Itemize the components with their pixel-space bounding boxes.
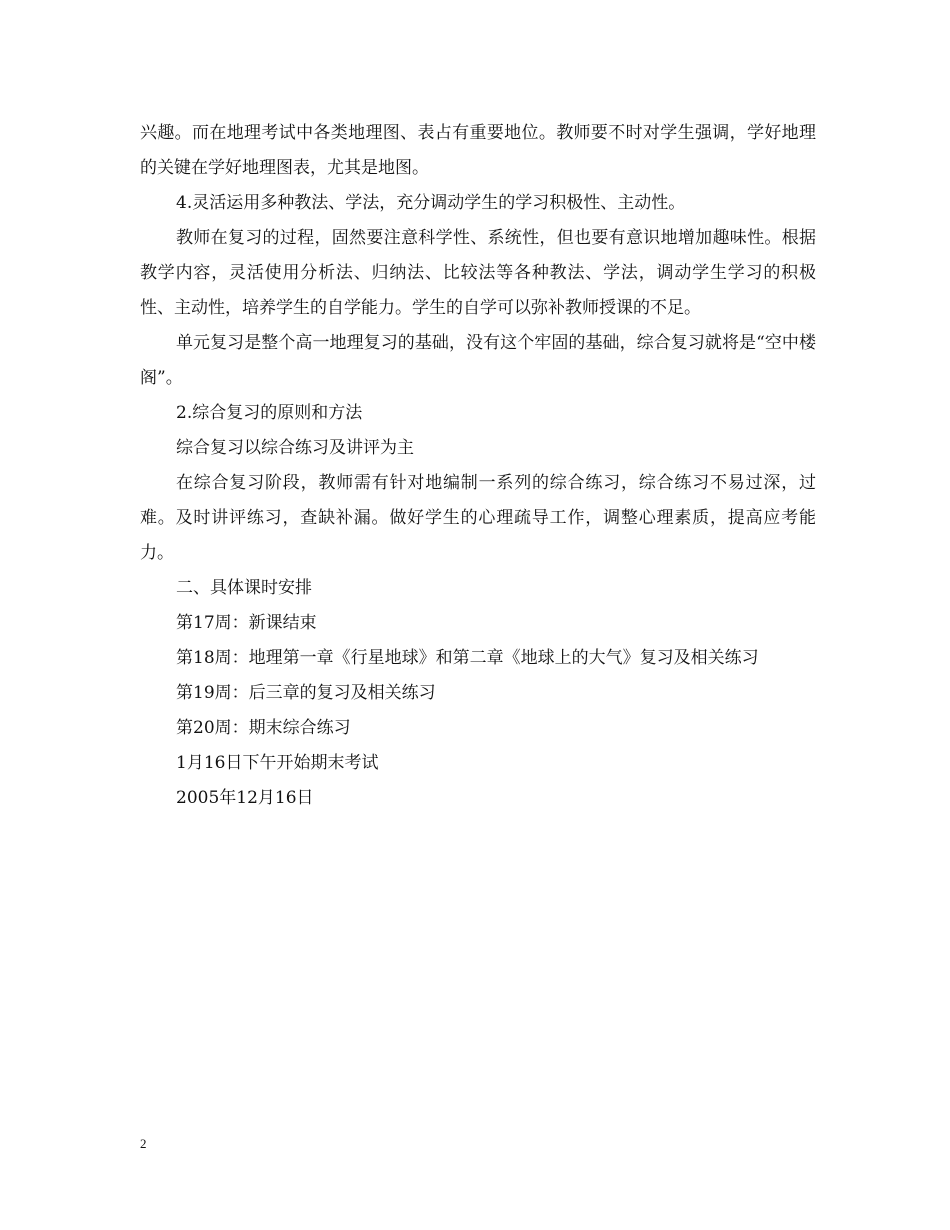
paragraph-heading-schedule: 二、具体课时安排 [176, 578, 312, 598]
paragraph-heading-flexible-methods: 4.灵活运用多种教法、学法，充分调动学生的学习积极性、主动性。 [176, 193, 686, 213]
schedule-item-week-19: 第19周：后三章的复习及相关练习 [176, 683, 436, 703]
page-number: 2 [140, 1136, 147, 1151]
document-body [140, 116, 816, 816]
schedule-item-week-17: 第17周：新课结束 [176, 613, 317, 633]
document-date: 2005年12月16日 [176, 788, 314, 808]
paragraph-heading-comprehensive-review: 2.综合复习的原则和方法 [176, 403, 363, 423]
paragraph-comprehensive-review-detail: 在综合复习阶段，教师需有针对地编制一系列的综合练习，综合练习不易过深，过难。及时讲评练习，查缺补漏。做好学生的心理疏导工作，调整心理素质，提高应考能力。 [140, 473, 816, 563]
schedule-item-week-18: 第18周：地理第一章《行星地球》和第二章《地球上的大气》复习及相关练习 [176, 648, 759, 668]
paragraph-comprehensive-review-focus: 综合复习以综合练习及讲评为主 [176, 438, 414, 458]
paragraph-intro-continuation: 兴趣。而在地理考试中各类地理图、表占有重要地位。教师要不时对学生强调，学好地理的关键在学好地理图表，尤其是地图。 [140, 123, 816, 178]
schedule-item-final-exam: 1月16日下午开始期末考试 [176, 753, 379, 773]
paragraph-teaching-methods: 教师在复习的过程，固然要注意科学性、系统性，但也要有意识地增加趣味性。根据教学内容，灵活使用分析法、归纳法、比较法等各种教法、学法，调动学生学习的积极性、主动性，培养学生的自学能力。学生的自学可以弥补教师授课的不足。 [140, 228, 816, 318]
paragraph-unit-review: 单元复习是整个高一地理复习的基础，没有这个牢固的基础，综合复习就将是“空中楼阁”。 [140, 333, 816, 388]
schedule-item-week-20: 第20周：期末综合练习 [176, 718, 351, 738]
